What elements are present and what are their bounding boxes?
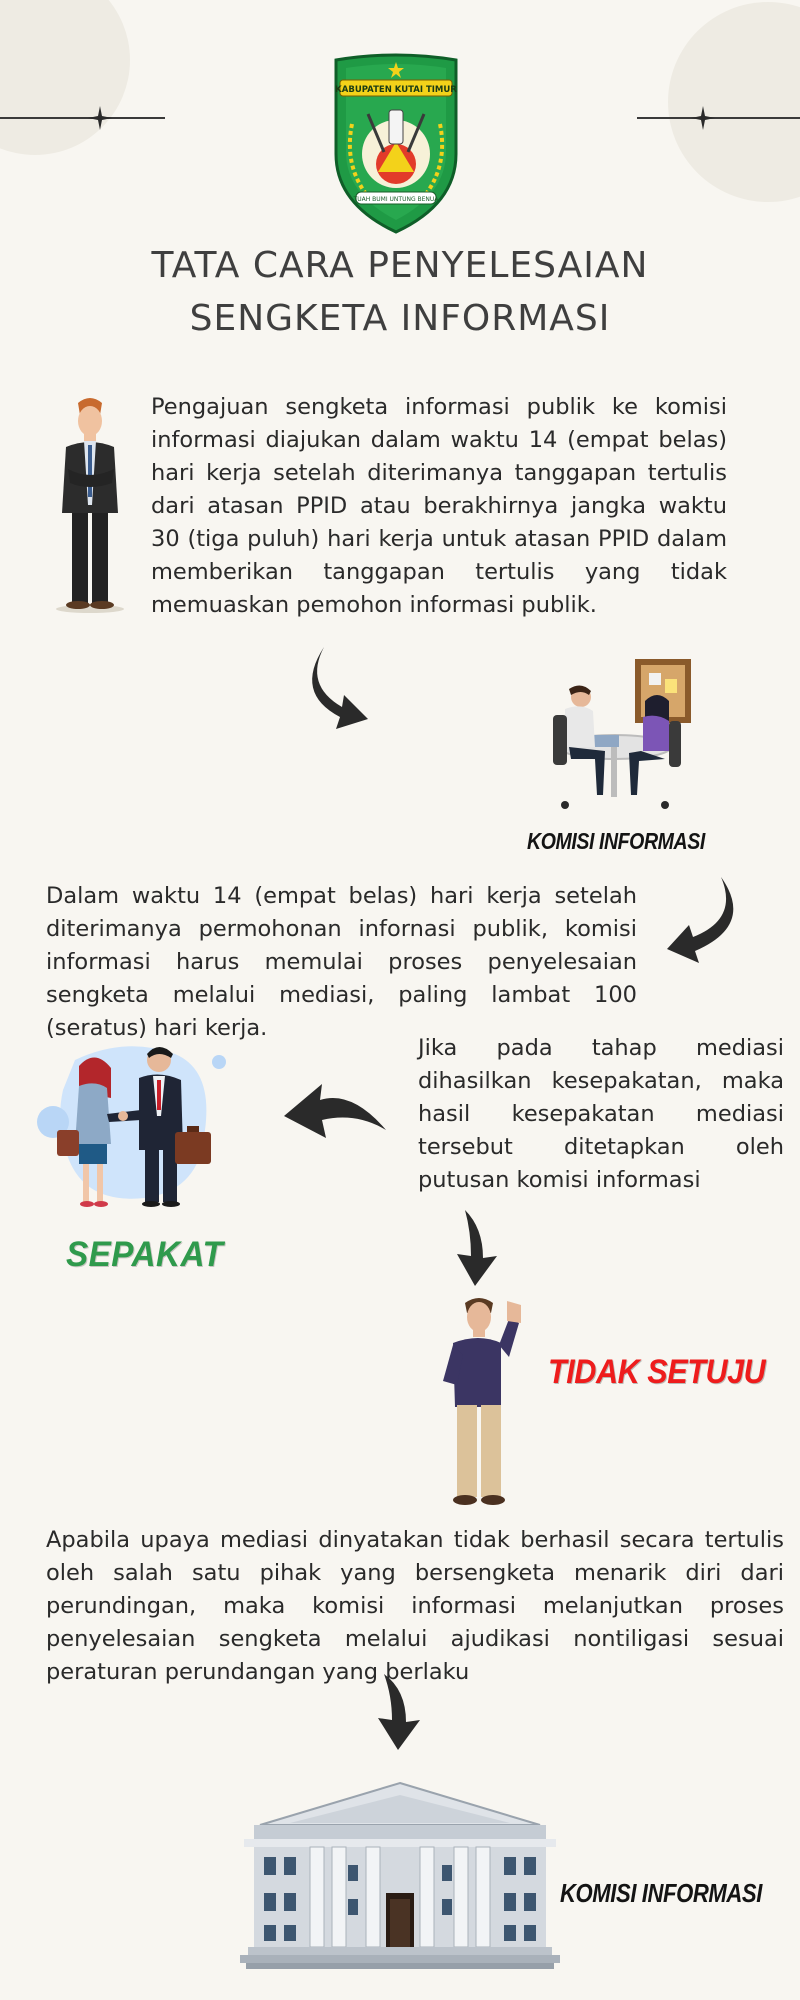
curved-arrow-icon [453,1208,503,1288]
step4-text: Apabila upaya mediasi dinyatakan tidak berhasil secara tertulis oleh salah satu pihak yang bersengketa menarik diri dari perundingan, maka komisi informasi melanjutkan proses penyelesaian sengketa melalui ajudikasi nontiligasi sesuai peraturan perundangan yang berlaku [46,1527,784,1685]
curved-arrow-icon [282,1080,387,1145]
corner-circle-left [0,0,130,155]
komisi-informasi-label-2: KOMISI INFORMASI [560,1878,762,1908]
sparkle-right-icon [691,106,715,130]
emblem-ribbon-text: TUAH BUMI UNTUNG BENUA [353,196,439,203]
step2-text: Dalam waktu 14 (empat belas) hari kerja setelah diterimanya permohonan infornasi publik, komisi informasi harus memulai proses penyelesaian sengketa melalui mediasi, paling lambat 100 (seratus) hari kerja. [46,883,637,1041]
curved-arrow-icon [374,1672,426,1752]
step3-text: Jika pada tahap mediasi dihasilkan kesepakatan, maka hasil kesepakatan mediasi tersebut ditetapkan oleh putusan komisi informasi [418,1035,784,1193]
meeting-table-icon [545,655,695,815]
page-title-line1: TATA CARA PENYELESAIAN [151,245,649,286]
kutai-timur-emblem-icon [326,54,466,234]
step1-text: Pengajuan sengketa informasi publik ke komisi informasi diajukan dalam waktu 14 (empat belas) hari kerja setelah diterimanya tanggapan tertulis dari atasan PPID atau berakhirnya jangka waktu 30 (tiga puluh) hari kerja untuk atasan PPID dalam memberikan tanggapan tertulis yang tidak memuaskan pemohon informasi publik. [151,394,727,618]
curved-arrow-icon [665,875,740,970]
rule-left [0,117,165,119]
businessman-icon [54,395,126,615]
sparkle-left-icon [88,106,112,130]
sepakat-label: SEPAKAT [66,1235,224,1274]
handshake-icon [35,1040,230,1215]
curved-arrow-icon [310,645,380,735]
rule-right [637,117,800,119]
page-title-line2: SENGKETA INFORMASI [189,298,611,339]
tidak-setuju-label: TIDAK SETUJU [548,1353,766,1391]
komisi-informasi-label-1: KOMISI INFORMASI [527,828,705,854]
corner-circle-right [668,2,800,202]
refusing-man-icon [435,1295,525,1510]
government-building-icon [240,1775,560,1975]
emblem-banner-text: KABUPATEN KUTAI TIMUR [335,85,457,95]
